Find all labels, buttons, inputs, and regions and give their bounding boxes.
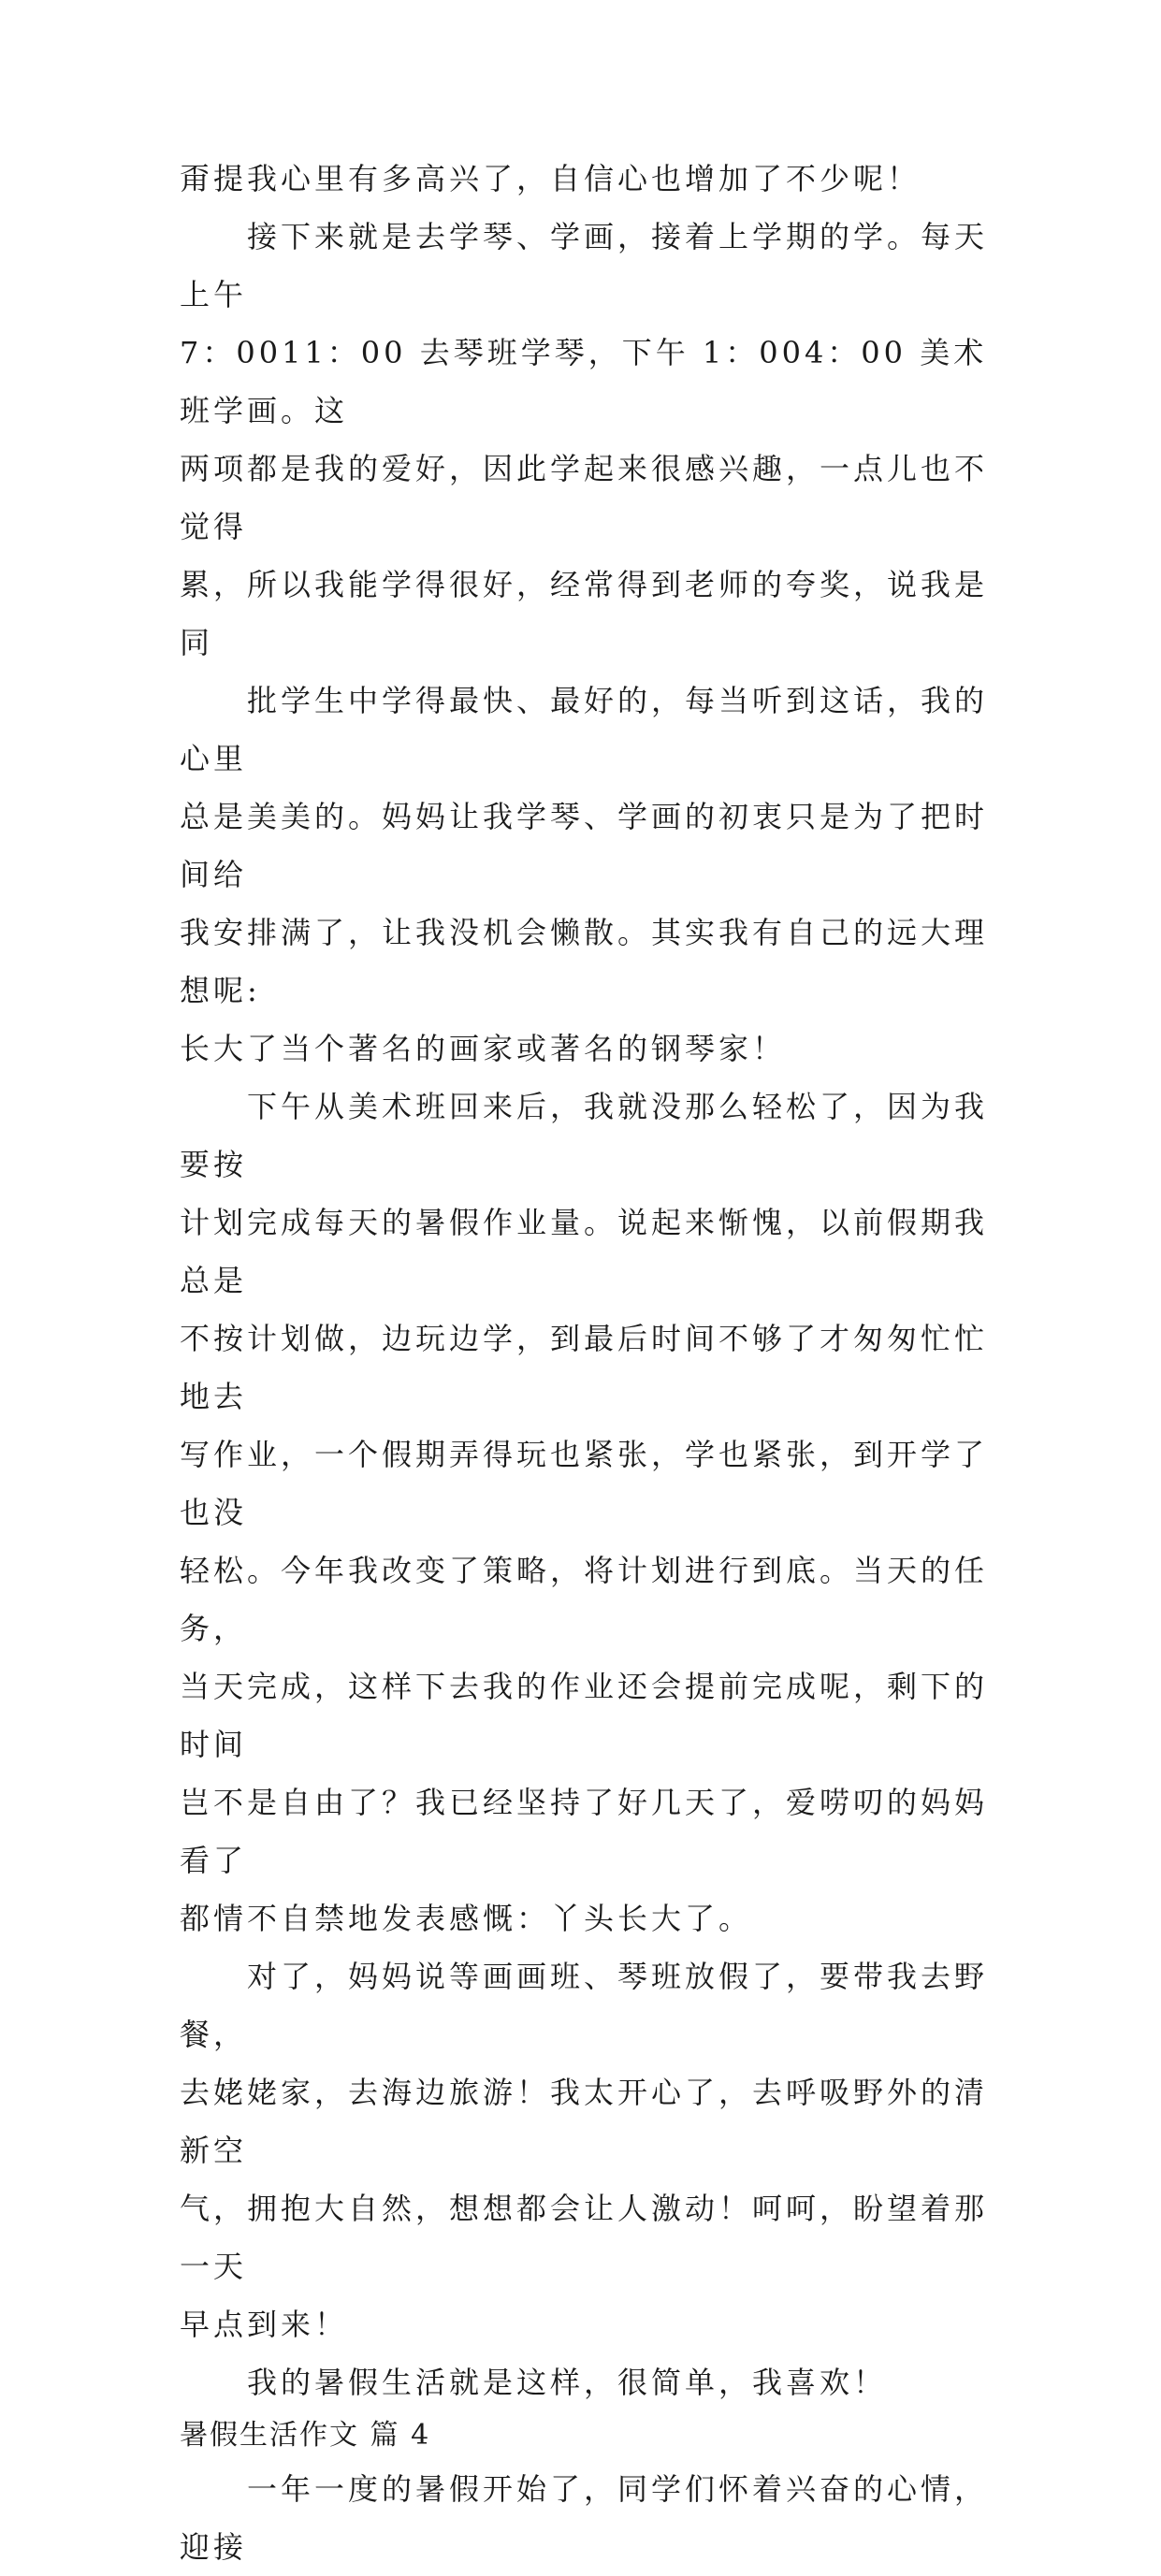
paragraph-1: 甭提我心里有多高兴了，自信心也增加了不少呢！ <box>180 161 922 196</box>
document-body <box>180 150 994 2576</box>
section-heading: 暑假生活作文 篇 4 <box>180 2419 431 2452</box>
paragraph-4: 下午从美术班回来后，我就没那么轻松了，因为我要按 计划完成每天的暑假作业量。说起来惭愧，以前假期我总是 不按计划做，边玩边学，到最后时间不够了才匆匆忙忙地去 写作业，一个假期弄得玩也紧张，学也紧张，到开学了也没 轻松。今年我改变了策略，将计划进行到底。当天的任务， 当天完成，这样下去我的作业还会提前完成呢，剩下的时间 岂不是自由了？我已经坚持了好几天了，爱唠叨的妈妈看了 都情不自禁地发表感慨：丫头长大了。 <box>180 1089 989 1936</box>
paragraph-3: 批学生中学得最快、最好的，每当听到这话，我的心里 总是美美的。妈妈让我学琴、学画的初衷只是为了把时间给 我安排满了，让我没机会懒散。其实我有自己的远大理想呢: 长大了当个著名的画家或著名的钢琴家！ <box>180 683 989 1066</box>
paragraph-5: 对了，妈妈说等画画班、琴班放假了，要带我去野餐， 去姥姥家，去海边旅游！我太开心了，去呼吸野外的清新空 气，拥抱大自然，想想都会让人激动！呵呵，盼望着那一天 早点到来！ <box>180 1959 989 2342</box>
paragraph-7: 一年一度的暑假开始了，同学们怀着兴奋的心情，迎接 <box>180 2471 989 2565</box>
paragraph-6: 我的暑假生活就是这样，很简单，我喜欢！ <box>180 2365 888 2400</box>
paragraph-2: 接下来就是去学琴、学画，接着上学期的学。每天上午 7：0011：00 去琴班学琴，下午 1：004：00 美术班学画。这 两项都是我的爱好，因此学起来很感兴趣，一点儿也不觉得 累，所以我能学得很好，经常得到老师的夸奖，说我是同 <box>180 219 989 660</box>
